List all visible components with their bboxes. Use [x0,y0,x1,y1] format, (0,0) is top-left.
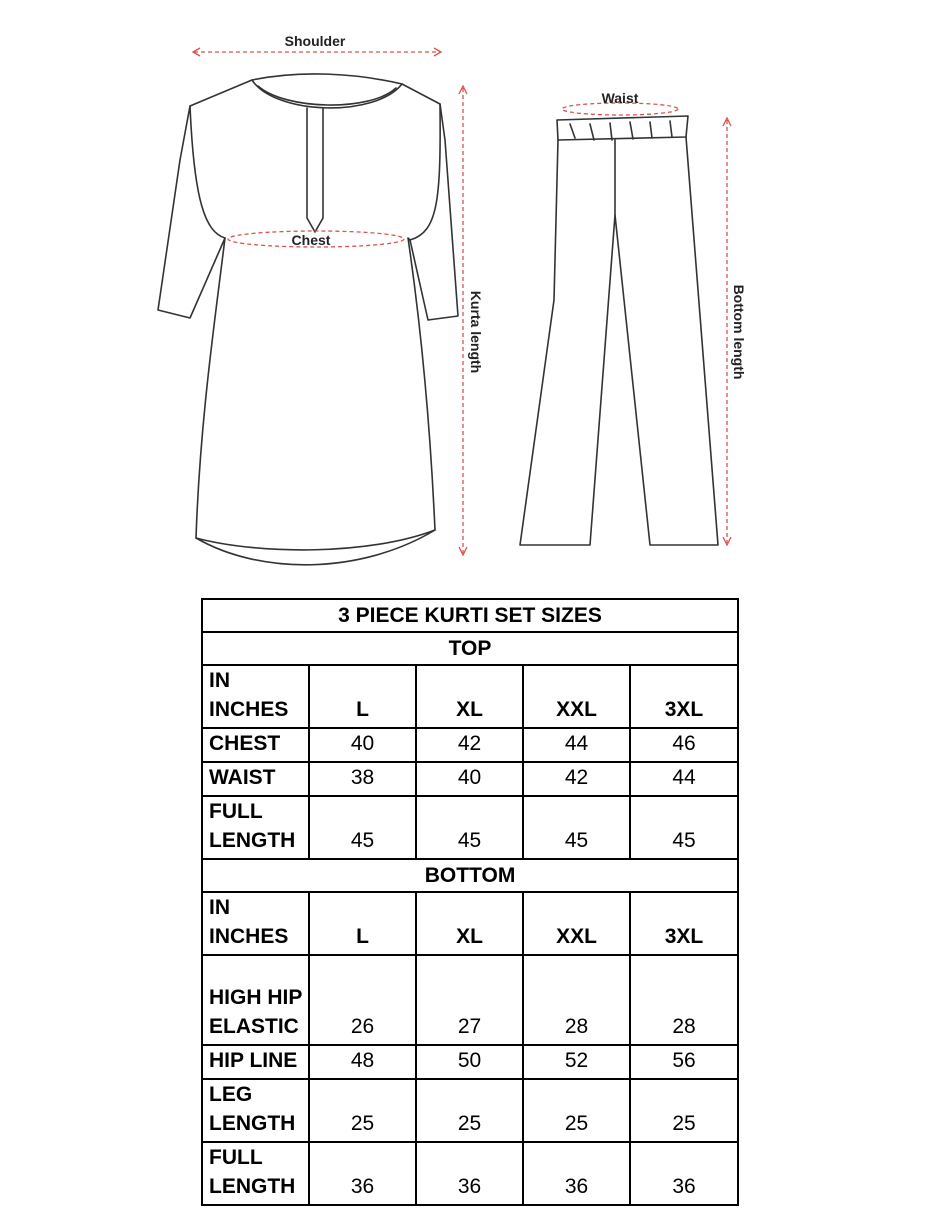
table-title: 3 PIECE KURTI SET SIZES [202,599,738,632]
garment-diagram [0,0,936,590]
table-cell: 25 [523,1079,630,1142]
kurta-outline [158,74,458,565]
table-cell: 28 [630,955,738,1045]
bottom-length-label: Bottom length [731,284,747,380]
top-size-l: L [309,665,416,728]
table-cell: 44 [523,728,630,762]
table-cell: 46 [630,728,738,762]
table-cell: 25 [630,1079,738,1142]
top-size-3xl: 3XL [630,665,738,728]
top-heading: TOP [202,632,738,665]
row-label: CHEST [202,728,309,762]
bottom-size-xl: XL [416,892,523,955]
table-row [202,728,738,762]
row-label: HIGH HIP ELASTIC [202,955,309,1045]
table-cell: 36 [309,1142,416,1205]
row-label: LEG LENGTH [202,1079,309,1142]
table-cell: 36 [523,1142,630,1205]
bottom-size-header-row [202,892,738,955]
table-cell: 28 [523,955,630,1045]
top-size-header-row [202,665,738,728]
table-cell: 40 [416,762,523,796]
bottom-size-xxl: XXL [523,892,630,955]
kurta-length-label: Kurta length [468,290,484,374]
table-cell: 52 [523,1045,630,1079]
table-cell: 27 [416,955,523,1045]
table-cell: 44 [630,762,738,796]
row-label: HIP LINE [202,1045,309,1079]
top-heading-row [202,632,738,665]
measurement-lines [194,52,727,553]
table-cell: 50 [416,1045,523,1079]
table-cell: 38 [309,762,416,796]
row-label: FULL LENGTH [202,796,309,859]
row-label: FULL LENGTH [202,1142,309,1205]
bottom-size-l: L [309,892,416,955]
table-cell: 45 [416,796,523,859]
table-cell: 25 [309,1079,416,1142]
table-cell: 45 [630,796,738,859]
bottom-unit-label: IN INCHES [202,892,309,955]
size-chart-table [201,598,739,1206]
table-row [202,762,738,796]
top-size-xl: XL [416,665,523,728]
table-cell: 40 [309,728,416,762]
table-cell: 42 [523,762,630,796]
bottom-heading-row [202,859,738,892]
table-row [202,1142,738,1205]
table-cell: 48 [309,1045,416,1079]
table-cell: 45 [309,796,416,859]
table-cell: 42 [416,728,523,762]
table-cell: 25 [416,1079,523,1142]
bottom-size-3xl: 3XL [630,892,738,955]
table-row [202,796,738,859]
shoulder-label: Shoulder [284,33,346,49]
chest-label: Chest [291,232,331,248]
bottom-heading: BOTTOM [202,859,738,892]
table-cell: 36 [630,1142,738,1205]
top-unit-label: IN INCHES [202,665,309,728]
table-row [202,1079,738,1142]
top-size-xxl: XXL [523,665,630,728]
table-cell: 45 [523,796,630,859]
table-row [202,955,738,1045]
table-row [202,1045,738,1079]
waist-label: Waist [601,90,639,106]
row-label: WAIST [202,762,309,796]
table-title-row [202,599,738,632]
table-cell: 56 [630,1045,738,1079]
table-cell: 26 [309,955,416,1045]
table-cell: 36 [416,1142,523,1205]
pants-outline [520,116,718,545]
